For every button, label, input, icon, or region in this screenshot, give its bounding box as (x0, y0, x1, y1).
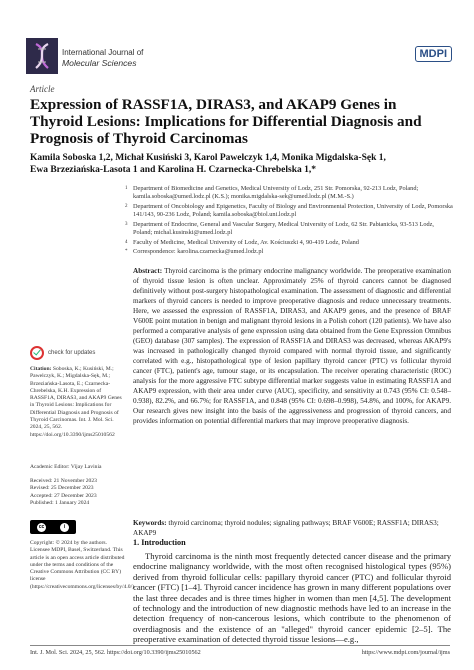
copyright-text: Copyright: © 2024 by the authors. Licensee MDPI, Basel, Switzerland. This article is an open access article distributed under the terms and conditions of the Creative Commons Attribution (CC BY) license (https://creativecommons.org/licenses/by/4.0/). (30, 540, 136, 590)
copyright-block (30, 540, 136, 591)
intro-text: Thyroid carcinoma is the ninth most frequently detected cancer disease and the primary endocrine malignancy worldwide, with the most often recognised histological types (95%) derived from thyroid follicular cells: papillary thyroid cancer (PTC) and follicular thyroid cancer (FTC) [1–4]. Thyroid cancer incidence has grown in many different populations over the last three decades and is three times higher in women than men [4,5]. The development of technology and the introduction of new diagnostic methods have led to an increase in the detection frequency of non-cancerous lesions, which contribute to the phenomenon of overdiagnosis and the existence of an "alleged" thyroid cancer epidemic [2–5]. The preoperative examination of detected thyroid tissue lesions—e.g., (133, 551, 451, 645)
article-type: Article (30, 84, 55, 94)
journal-logo (26, 38, 58, 74)
published-date: Published: 1 January 2024 (30, 499, 90, 506)
keywords-text: thyroid carcinoma; thyroid nodules; signaling pathways; BRAF V600E; RASSF1A; DIRAS3; AKAP9 (133, 519, 439, 537)
intro-heading: 1. Introduction (133, 538, 186, 547)
correspondence: * Correspondence: karolina.czarnecka@umed.lodz.pl (125, 248, 264, 255)
affiliation-3: 3 Department of Endocrine, General and Vascular Surgery, Medical University of Lodz, 62 Str. Pabianicka, 93-513 Lodz, Poland; michal.kusinski@umed.lodz.pl (125, 221, 434, 236)
affiliation-4: 4 Faculty of Medicine, Medical University of Lodz, Av. Kościuszki 4, 90-419 Lodz, Poland (125, 239, 359, 246)
received-date: Received: 21 November 2023 (30, 478, 97, 484)
footer-divider (30, 645, 450, 646)
check-updates-icon (30, 346, 44, 360)
cc-license-badge[interactable] (30, 520, 76, 534)
journal-name-line1: International Journal of (62, 48, 144, 57)
accepted-date: Accepted: 27 December 2023 (30, 492, 97, 499)
journal-name-line2: Molecular Sciences (62, 58, 137, 68)
citation-label: Citation: (30, 366, 52, 372)
revised-date: Revised: 25 December 2023 (30, 485, 94, 492)
check-for-updates-button[interactable] (30, 346, 95, 360)
affiliation-2: 2 Department of Oncobiology and Epigenetics, Faculty of Biology and Environmental Protection, University of Lodz, Pomorska 141/143, 90-236 Lodz, Poland; kamila.soboska@biol.uni.lodz.pl (125, 203, 453, 218)
page-title: Expression of RASSF1A, DIRAS3, and AKAP9 Genes in Thyroid Lesions: Implications for Differential Diagnosis and Prognosis of Thyroid Carcinomas (30, 96, 422, 147)
keywords-label: Keywords: (133, 519, 167, 527)
footer-citation[interactable]: Int. J. Mol. Sci. 2024, 25, 562. https://doi.org/10.3390/ijms25010562 (30, 649, 201, 656)
dates-block (30, 478, 126, 507)
cc-icon: cc (38, 523, 45, 530)
abstract-text: Thyroid carcinoma is the primary endocrine malignancy worldwide. The preoperative examination of thyroid tissue lesion is often unclear. Approximately 25% of thyroid cancers cannot be diagnosed definitively without post-surgery histopathological examination. The assessment of diagnostic and differential markers of thyroid cancers is needed to improve preoperative diagnosis and reduce unnecessary treatments. Here, we assessed the expression of RASSF1A, DIRAS3, and AKAP9 genes, and the presence of BRAF V600E point mutation in benign and malignant thyroid lesions in a Polish cohort (120 patients). We have also performed a comparative analysis of gene expression using data obtained from the Gene Expression Omnibus (GEO) database (307 samples). The expression of RASSF1A and DIRAS3 was decreased, whereas AKAP9's was increased in pathologically changed thyroid compared with normal thyroid tissue, and significantly correlated with e.g., histopathological type of lesion papillary thyroid cancer (PTC) vs follicular thyroid cancer (FTC), patient's age, tumour stage, or its encapsulation. The receiver operating characteristic (ROC) analysis for the more aggressive FTC subtype differential marker suggests value in estimating RASSF1A and AKAP9 expression, with their area under curve (AUC), specificity, and sensitivity at 0.743 (95% CI: 0.548–0.938), 82.2%, and 66.7%; for RASSF1A, and 0.848 (95% CI: 0.698–0.998), 54.8%, and 100%, for AKAP9. Our research gives new insight into the basis of the aggressiveness and progression of thyroid cancers, and provides information on potential differential markers that may improve preoperative diagnosis. (133, 267, 451, 425)
affiliation-1: 1 Department of Biomedicine and Genetics, Medical University of Lodz, 251 Str. Pomorska, 92-213 Lodz, Poland; kamila.soboska@umed.lodz.pl (K.S.); monika.migdalska-sek@umed.lodz.pl (M.M.-S.) (125, 185, 419, 200)
footer-journal-link[interactable]: https://www.mdpi.com/journal/ijms (361, 649, 450, 656)
citation-block (30, 366, 126, 439)
abstract-label: Abstract: (133, 267, 163, 275)
abstract (133, 266, 451, 426)
mdpi-badge: MDPI (415, 46, 453, 62)
authors-line-1: Kamila Soboska 1,2, Michał Kusiński 3, Karol Pawelczyk 1,4, Monika Migdalska-Sęk 1, (30, 153, 386, 163)
keywords (133, 518, 451, 538)
citation-text: Soboska, K.; Kusiński, M.; Pawelczyk, K.; Migdalska-Sęk, M.; Brzeziańska-Lasota, E.; Czarnecka-Chrebelska, K.H. Expression of RASSF1A, DIRAS3, and AKAP9 Genes in Thyroid Lesions: Implications for Differential Diagnosis and Prognosis of Thyroid Carcinomas. Int. J. Mol. Sci. 2024, 25, 562. https://doi.org/10.3390/ijms25010562 (30, 366, 122, 438)
authors-line-2: Ewa Brzeziańska-Lasota 1 and Karolina H. Czarnecka-Chrebelska 1,* (30, 165, 316, 175)
by-icon: i (60, 523, 69, 532)
publisher-logo (415, 46, 453, 62)
academic-editor: Academic Editor: Vijay Lavinia (30, 464, 102, 470)
authors (30, 152, 450, 176)
check-updates-label: check for updates (48, 349, 96, 356)
